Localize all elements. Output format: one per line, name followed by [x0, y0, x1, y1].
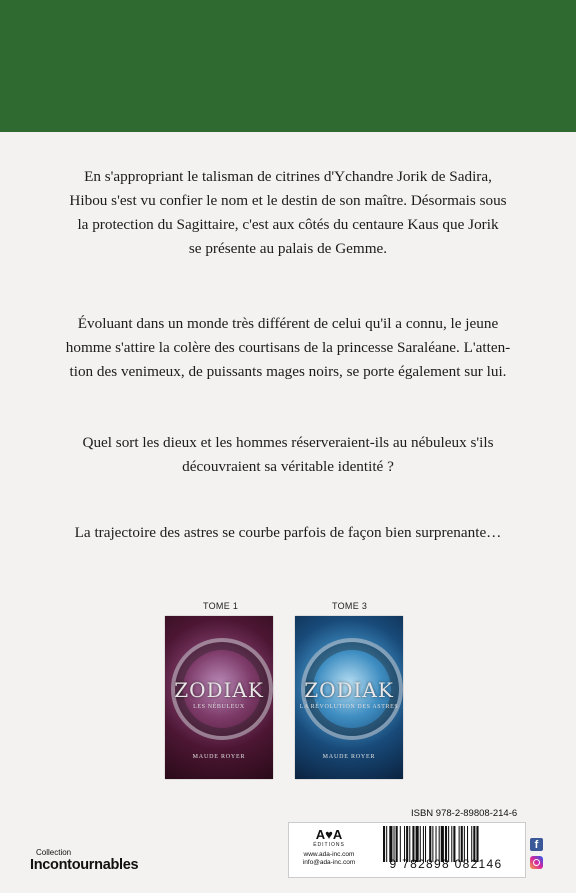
book-cover-tome-1: [165, 616, 273, 779]
cover-author: MAUDE ROYER: [192, 754, 246, 760]
blurb-line: tion des venimeux, de puissants mages noirs, se porte également sur lui.: [69, 363, 507, 380]
blurb-line: la protection du Sagittaire, c'est aux côtés du centaure Kaus que Jorik: [77, 216, 499, 233]
top-color-band: [0, 0, 576, 132]
publisher-email: info@ada-inc.com: [302, 859, 356, 866]
isbn-label: ISBN 978-2-89808-214-6: [411, 808, 518, 819]
cover-subtitle: LA RÉVOLUTION DES ASTRES: [299, 704, 399, 710]
blurb-line: se présente au palais de Gemme.: [188, 240, 388, 257]
blurb-line: En s'appropriant le talisman de citrines d'Ychandre Jorik de Sadira,: [84, 168, 492, 185]
cover-author: MAUDE ROYER: [322, 754, 376, 760]
blurb-paragraph-4: [24, 521, 552, 545]
blurb-paragraph-1: [24, 165, 552, 261]
tome-1-label: TOME 1: [203, 601, 239, 611]
publisher-website: www.ada-inc.com: [303, 851, 355, 858]
cover-title: ZODIAK: [174, 678, 264, 702]
tome-3-label: TOME 3: [332, 601, 368, 611]
cover-subtitle: LES NÉBULEUX: [193, 704, 245, 710]
blurb-line: découvraient sa véritable identité ?: [182, 458, 394, 475]
blurb-paragraph-3: [24, 431, 552, 479]
blurb-line: La trajectoire des astres se courbe parfois de façon bien surprenante…: [74, 524, 502, 541]
blurb-line: Hibou s'est vu confier le nom et le destin de son maître. Désormais sous: [69, 192, 507, 209]
instagram-icon: [530, 856, 543, 869]
publisher-contact: [296, 851, 362, 867]
collection-name: Incontournables: [30, 857, 139, 873]
blurb-line: Quel sort les dieux et les hommes réserveraient-ils au nébuleux s'ils: [82, 434, 494, 451]
collection-label: Collection: [36, 848, 72, 857]
barcode-digits: 9 782898 082146: [389, 857, 503, 871]
blurb-paragraph-2: [24, 312, 552, 384]
book-cover-tome-3: [295, 616, 403, 779]
publisher-logo-sub: ÉDITIONS: [313, 842, 345, 848]
publisher-logo: A♥A: [315, 827, 343, 842]
blurb-line: homme s'attire la colère des courtisans de la princesse Saraléane. L'atten-: [65, 339, 511, 356]
facebook-icon: f: [530, 838, 543, 851]
cover-title: ZODIAK: [304, 678, 394, 702]
blurb-line: Évoluant dans un monde très différent de celui qu'il a connu, le jeune: [77, 315, 499, 332]
